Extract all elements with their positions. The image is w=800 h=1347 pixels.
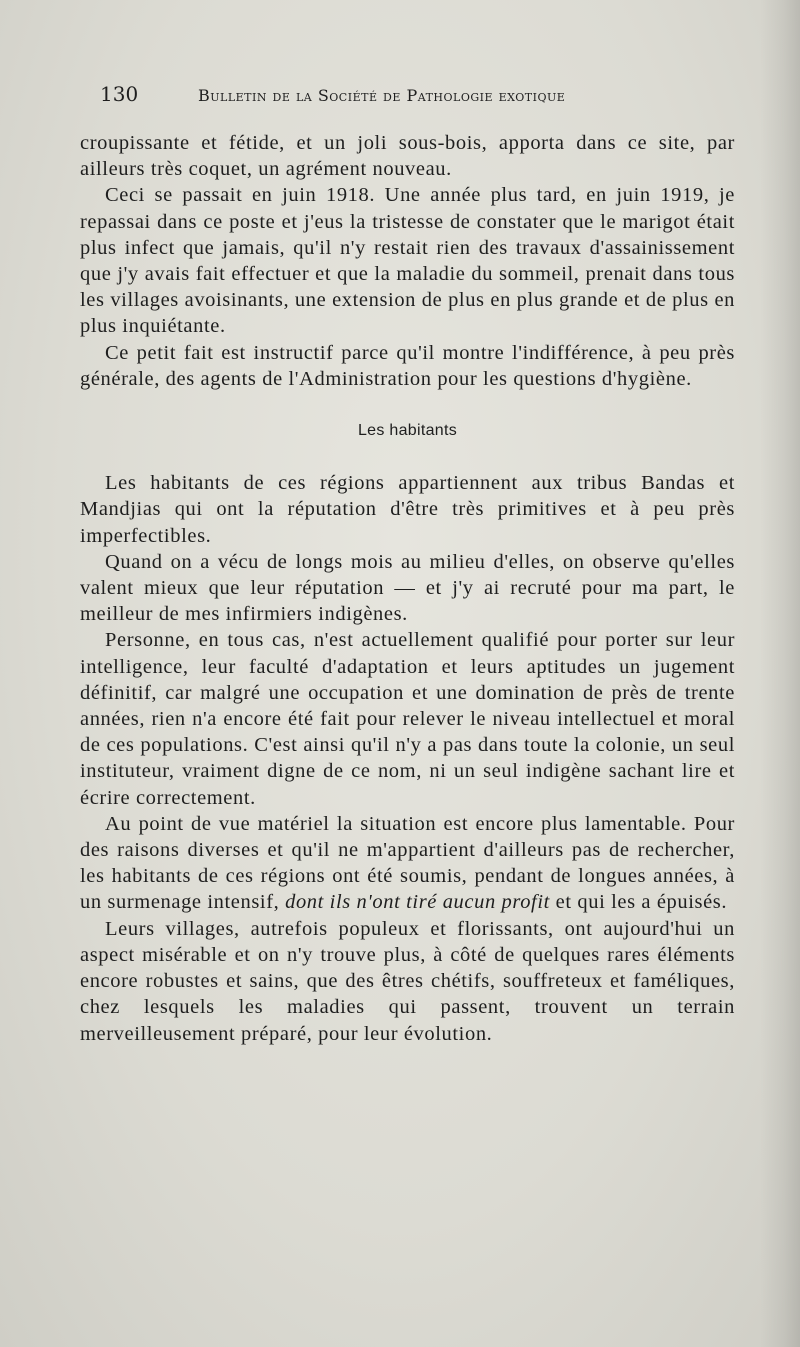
running-header (100, 82, 660, 112)
paragraph-text: Au point de vue matériel la situation est encore plus lamentable. Pour des raisons diverses et qu'il ne m'appartient d'ailleurs pas de rechercher, les habitants de ces régions ont été soumis, pendant de longues années, à un surmenage intensif, (80, 812, 735, 914)
paragraph: Personne, en tous cas, n'est actuellement qualifié pour porter sur leur intelligence, leur faculté d'adaptation et leurs aptitudes un jugement définitif, car malgré une occupation et une domination de près de trente années, rien n'a encore été fait pour relever le niveau intellectuel et moral de ces populations. C'est ainsi qu'il n'y a pas dans toute la colonie, un seul instituteur, vraiment digne de ce nom, ni un seul indigène sachant lire et écrire correctement. (80, 629, 735, 809)
running-title: Bulletin de la Société de Pathologie exotique (198, 86, 566, 105)
paragraph-text: et qui les a épuisés. (549, 891, 728, 914)
paragraph (80, 811, 735, 916)
paragraph: Ce petit fait est instructif parce qu'il montre l'indifférence, à peu près générale, des agents de l'Administration pour les questions d'hygiène. (80, 341, 735, 390)
body-text (80, 130, 735, 1047)
section-heading: Les habitants (357, 422, 458, 440)
paragraph: Leurs villages, autrefois populeux et florissants, ont aujourd'hui un aspect misérable et on n'y trouve plus, à côté de quelques rares éléments encore robustes et sains, que des êtres chétifs, souffreteux et faméliques, chez lesquels les maladies qui passent, trouvent un terrain merveilleusement préparé, pour leur évolution. (80, 917, 735, 1045)
paragraph: Ceci se passait en juin 1918. Une année plus tard, en juin 1919, je repassai dans ce poste et j'eus la tristesse de constater que le marigot était plus infect que jamais, qu'il n'y restait rien des travaux d'assainissement que j'y avais fait effectuer et que la maladie du sommeil, prenait dans tous les villages avoisinants, une extension de plus en plus grande et de plus en plus inquiétante. (80, 184, 735, 338)
page-number: 130 (100, 82, 139, 106)
paragraph: Quand on a vécu de longs mois au milieu d'elles, on observe qu'elles valent mieux que leur réputation — et j'y ai recruté pour ma part, le meilleur de mes infirmiers indigènes. (80, 550, 735, 626)
paragraph: croupissante et fétide, et un joli sous-bois, apporta dans ce site, par ailleurs très coquet, un agrément nouveau. (80, 132, 735, 181)
page-edge-shadow (760, 0, 800, 1347)
paragraph: Les habitants de ces régions appartiennent aux tribus Bandas et Mandjias qui ont la réputation d'être très primitives et à peu près imperfectibles. (80, 472, 735, 547)
italic-phrase: dont ils n'ont tiré aucun profit (285, 891, 550, 914)
